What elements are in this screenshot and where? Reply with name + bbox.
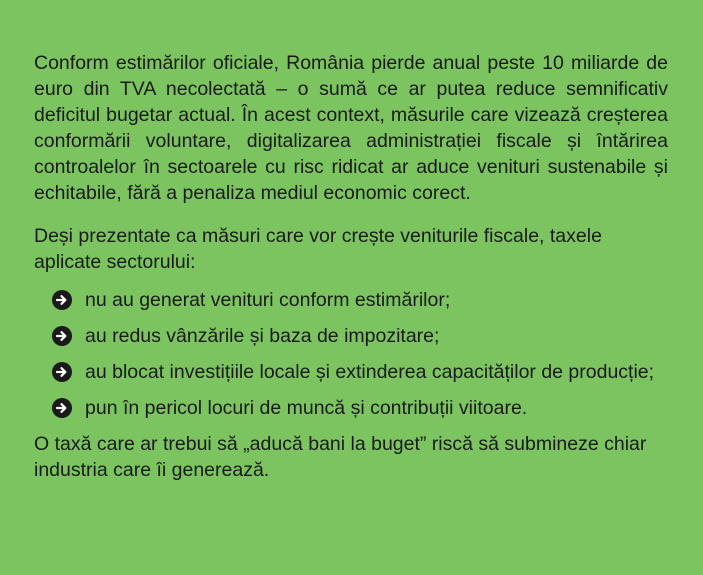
bullet-text: pun în pericol locuri de muncă și contribuții viitoare. xyxy=(85,397,528,419)
arrow-right-circle-icon xyxy=(52,398,72,418)
lead-paragraph: Deși prezentate ca măsuri care vor crește veniturile fiscale, taxele aplicate sectorului: xyxy=(34,225,602,273)
bullet-item xyxy=(34,395,668,421)
arrow-right-circle-icon xyxy=(52,326,72,346)
bullet-text: nu au generat venituri conform estimărilor; xyxy=(85,289,451,311)
bullet-text: au redus vânzările și baza de impozitare; xyxy=(85,325,440,347)
bullet-list xyxy=(34,287,668,421)
bullet-text: au blocat investițiile locale și extinderea capacităților de producție; xyxy=(85,361,655,383)
closing-paragraph: O taxă care ar trebui să „aducă bani la buget” riscă să submineze chiar industria care îi generează. xyxy=(34,433,647,481)
bullet-item xyxy=(34,287,668,313)
bullet-item xyxy=(34,323,668,349)
arrow-right-circle-icon xyxy=(52,362,72,382)
arrow-right-circle-icon xyxy=(52,290,72,310)
bullet-item xyxy=(34,359,668,385)
intro-paragraph: Conform estimărilor oficiale, România pierde anual peste 10 miliarde de euro din TVA necolectată – o sumă ce ar putea reduce semnificativ deficitul bugetar actual. În acest context, măsurile care vizează creșterea conformării voluntare, digitalizarea administrației fiscale și întărirea controalelor în sectoarele cu risc ridicat ar aduce venituri sustenabile și echitabile, fără a penaliza mediul economic corect. xyxy=(34,52,668,204)
text-panel xyxy=(34,50,668,483)
